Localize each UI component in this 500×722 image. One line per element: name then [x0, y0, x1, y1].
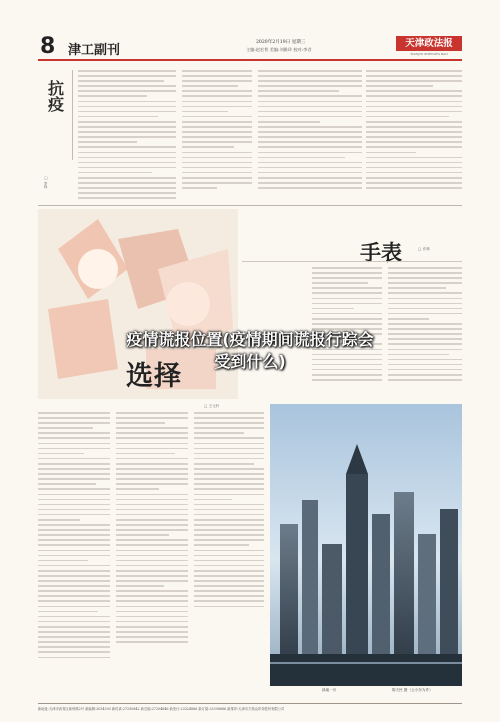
page-header — [0, 0, 500, 62]
kangyi-continued — [182, 70, 252, 202]
kangyi-body — [78, 70, 176, 200]
right-top-text-2 — [366, 70, 462, 202]
divider-top — [38, 205, 462, 206]
kangyi-title: 抗疫 — [45, 80, 65, 112]
overlay-headline-line-2: 受到什么) — [214, 352, 286, 371]
photo-caption-left: 绿地一川 — [322, 688, 337, 692]
page-number: 8 — [40, 34, 56, 59]
brand-title: 天津政法报 — [405, 38, 453, 49]
brand-box — [396, 36, 462, 51]
shoubiao-underline — [242, 261, 462, 262]
overlay-headline-line-1: 疫情谎报位置(疫情期间谎报行踪会 — [126, 330, 374, 349]
footer-rule — [38, 703, 462, 704]
footer-text: 新地址:天津市西青区新科路2号 新编辑:3034393 新传真:27250842 新总编:27204846 新发行:23324886 新订阅:23398886 新排印:天津市方格众印务股份有限公司 — [38, 707, 285, 711]
page-name: 津工副刊 — [68, 43, 121, 58]
date-line: 2020年2月19日 星期三 — [256, 40, 306, 45]
city-skyline-photo — [270, 404, 462, 686]
xuanze-body-3 — [194, 412, 264, 682]
shoubiao-byline: □ 乔林 — [418, 247, 430, 251]
kangyi-title-box — [38, 70, 73, 160]
brand-subtitle: TIANJIN ZHENGFA BAO — [410, 52, 448, 56]
xuanze-body-2 — [116, 412, 188, 682]
xuanze-body-1 — [38, 412, 110, 682]
photo-frame — [270, 404, 462, 686]
header-rule — [38, 59, 462, 61]
kangyi-byline: □ 李林 — [44, 176, 48, 189]
right-top-text-1 — [258, 70, 362, 202]
shoubiao-title: 手表 — [360, 241, 402, 265]
overlay-headline — [0, 329, 500, 373]
photo-caption-right: 陈天民 摄（云小东为作） — [392, 688, 433, 692]
kangyi-column — [38, 64, 177, 202]
xuanze-title: 选择 — [126, 361, 182, 392]
editors-line: 主编:赵宏普 美编:刘雅珍 校对:李君 — [246, 47, 312, 52]
xuanze-byline: □ 王元朴 — [204, 404, 220, 408]
